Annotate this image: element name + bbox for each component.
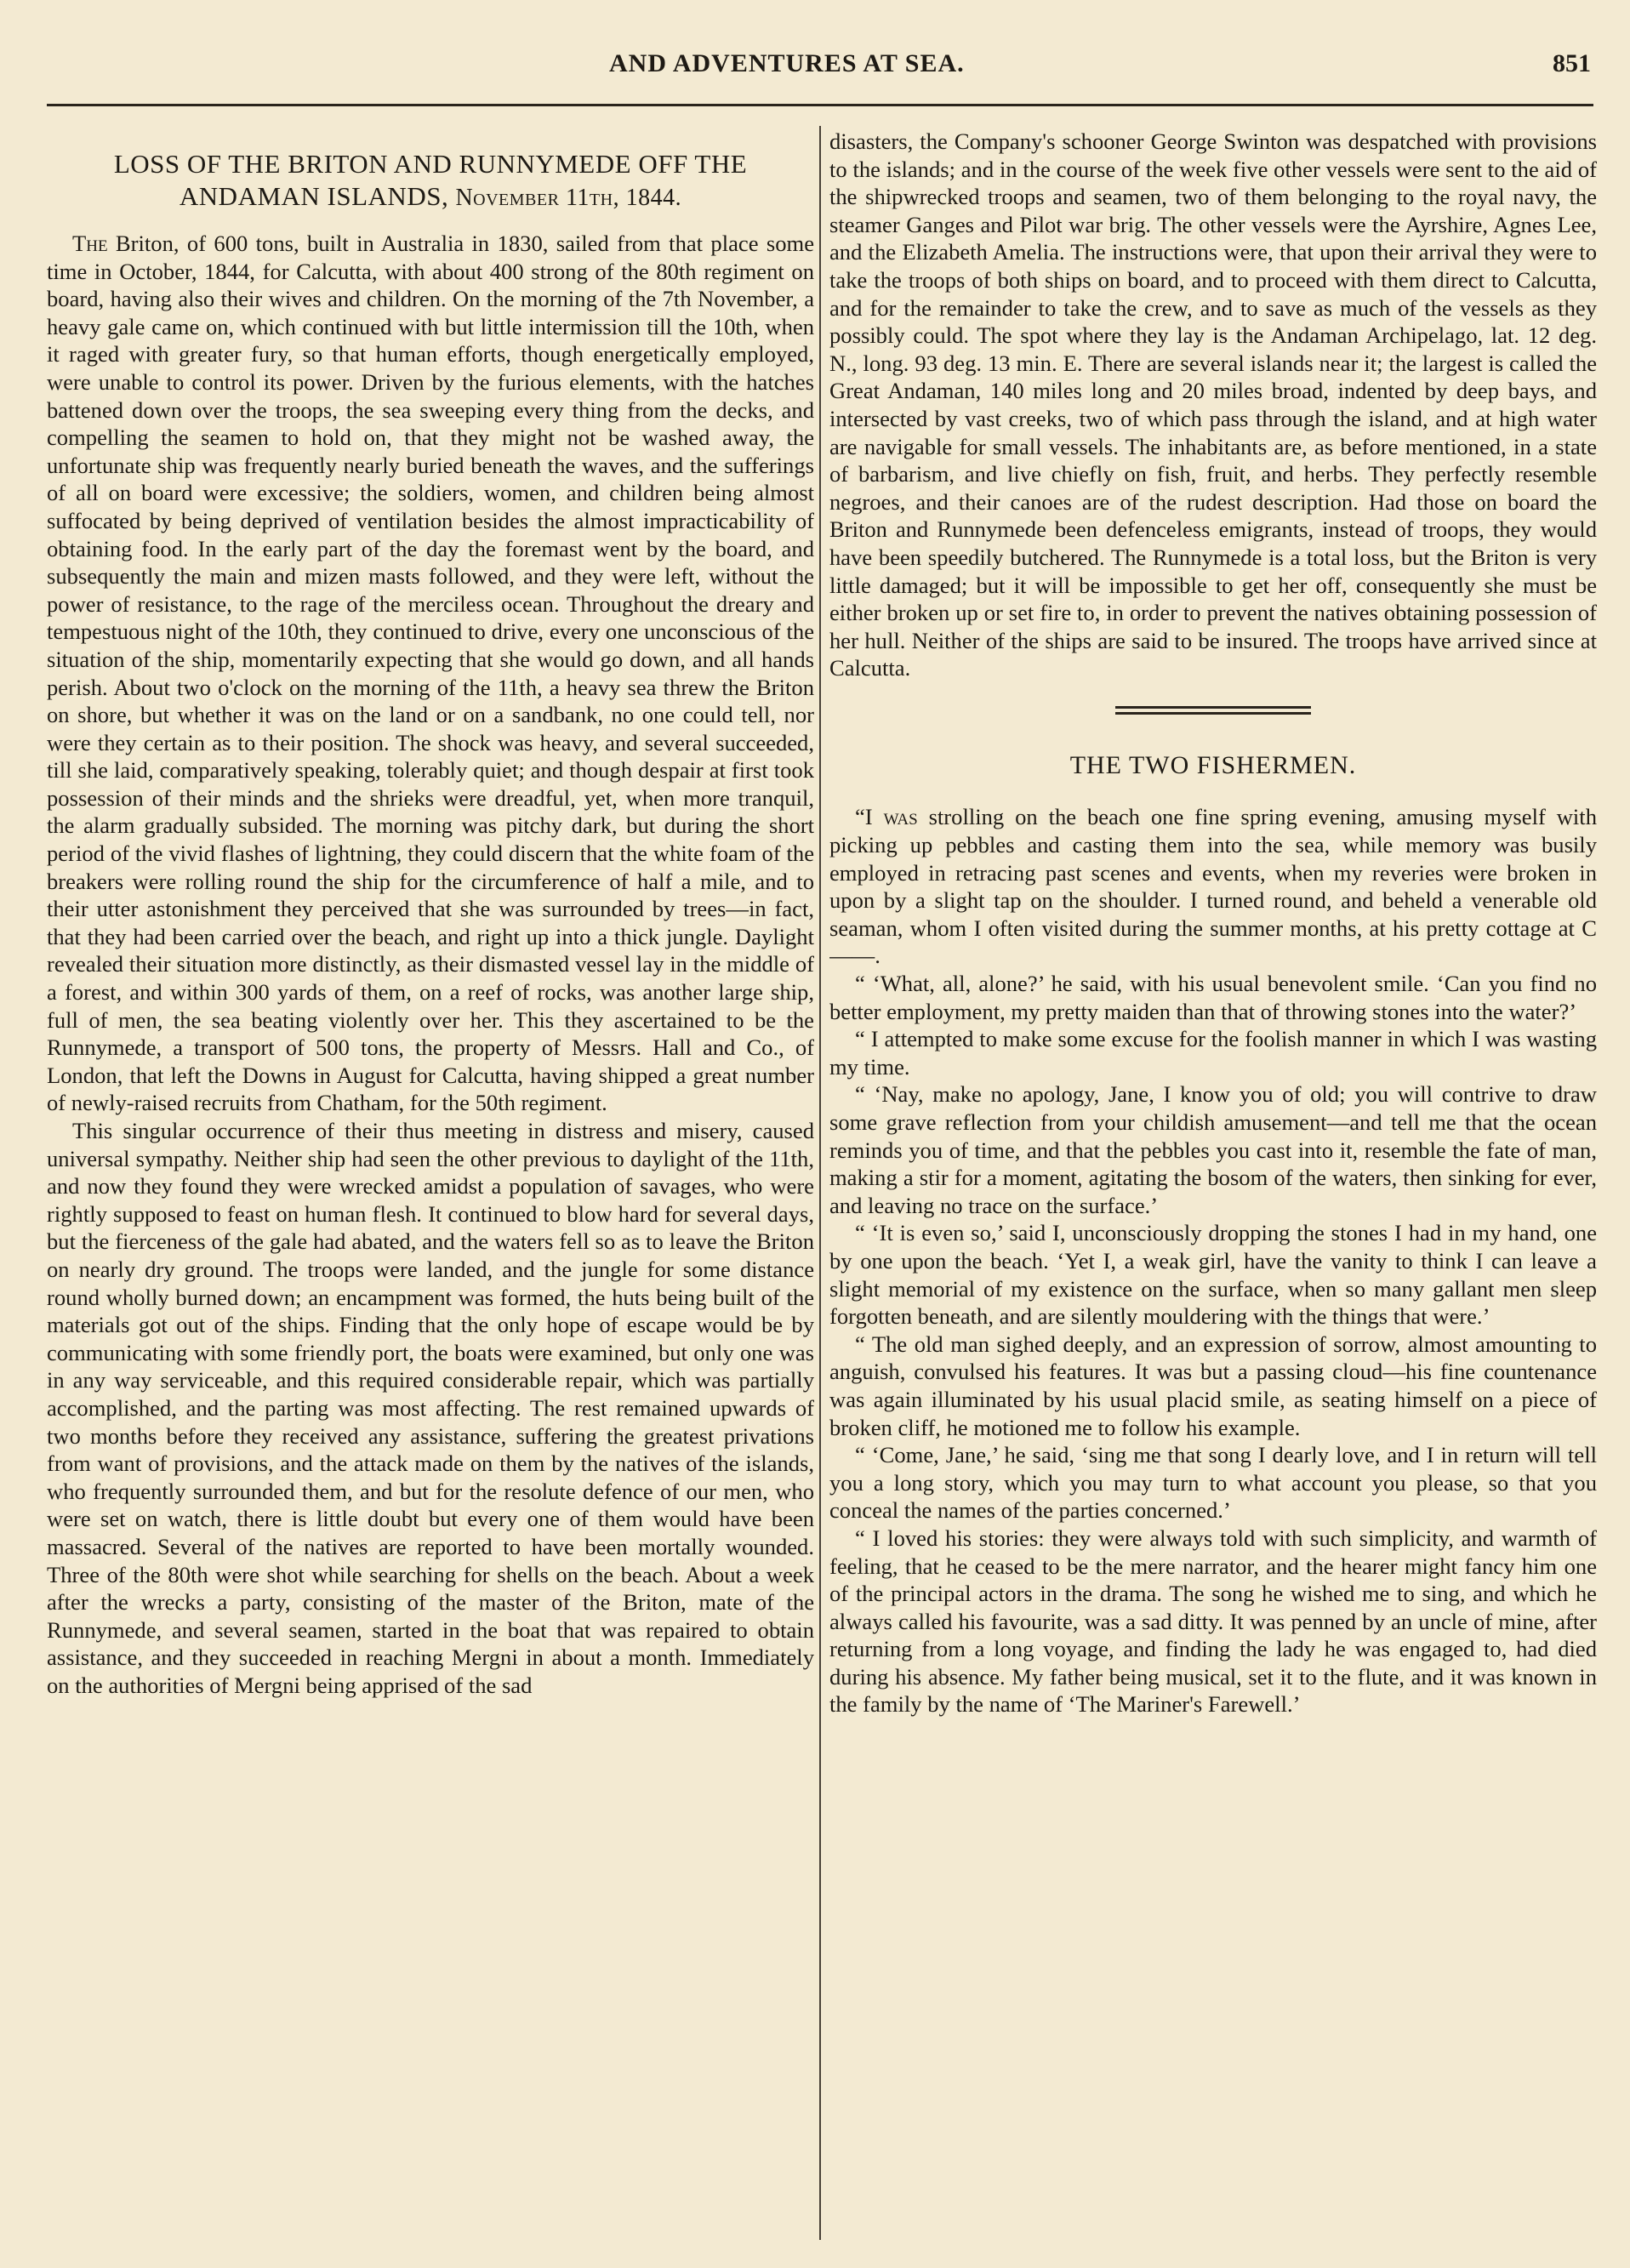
article-paragraph: “ The old man sighed deeply, and an expression of sorrow, almost amounting to anguish, convulsed his features. It was but a passing cloud—his fine countenance was again illuminated by his usual placid smile, as seating himself on a piece of broken cliff, he motioned me to follow his example.: [829, 1331, 1597, 1440]
paragraph-text: Briton, of 600 tons, built in Australia in 1830, sailed from that place some time in October, 1844, for Calcutta, with about 400 strong of the 80th regiment on board, having also their wives and children. On the morning of the 7th November, a heavy gale came on, which continued with but little intermission till the 10th, when it raged with greater fury, so that human efforts, though energetically employed, were unable to control its power. Driven by the furious elements, with the hatches battened down over the troops, the sea sweeping every thing from the decks, and compelling the seamen to hold on, that they might not be washed away, the unfortunate ship was frequently nearly buried beneath the waves, and the sufferings of all on board were excessive; the soldiers, women, and children being almost suffocated by being deprived of ventilation besides the almost impracticability of obtaining food. In the early part of the day the foremast went by the board, and subsequently the main and mizen masts followed, and they were left, without the power of resistance, to the rage of the merciless ocean. Throughout the dreary and tempestuous night of the 10th, they continued to drive, every one unconscious of the situation of the ship, momentarily expecting that she would go down, and all hands perish. About two o'clock on the morning of the 11th, a heavy sea threw the Briton on shore, but whether it was on the land or on a sandbank, no one could tell, nor were they certain as to their position. The shock was heavy, and several succeeded, till she laid, comparatively speaking, tolerably quiet; and though despair at first took possession of their minds and the shrieks were dreadful, yet, when more tranquil, the alarm gradually subsided. The morning was pitchy dark, but during the short period of the vivid flashes of lightning, they could discern that the white foam of the breakers were rolling round the ship for the circumference of half a mile, and to their utter astonishment they perceived that she was surrounded by trees—in fact, that they had been carried over the beach, and right up into a thick jungle. Daylight revealed their situation more distinctly, as their dismasted vessel lay in the middle of a forest, and within 300 yards of them, on a reef of rocks, was another large ship, full of men, the sea beating violently over her. This they ascertained to be the Runnymede, a transport of 500 tons, the property of Messrs. Hall and Co., of London, that left the Downs in August for Calcutta, having shipped a great number of newly-raised recruits from Chatham, for the 50th regiment.: [47, 231, 814, 1116]
article-title-text: LOSS OF THE BRITON AND RUNNYMEDE OFF THE ANDAMAN ISLANDS,: [113, 149, 748, 211]
article-paragraph-continued: disasters, the Company's schooner George Swinton was despatched with provisions to the islands; and in the course of the week five other vessels were sent to the aid of the shipwrecked troops and seamen, two of them belonging to the royal navy, the steamer Ganges and Pilot war brig. The other vessels were the Ayrshire, Agnes Lee, and the Elizabeth Amelia. The instructions were, that upon their arrival they were to take the troops of both ships on board, and to proceed with them direct to Calcutta, and for the remainder to take the crew, and to save as much of the vessels as they possibly could. The spot where they lay is the Andaman Archipelago, lat. 12 deg. N., long. 93 deg. 13 min. E. There are several islands near it; the largest is called the Great Andaman, 140 miles long and 20 miles broad, indented by deep bays, and intersected by vast creeks, two of which pass through the island, and at high water are navigable for small vessels. The inhabitants are, as before mentioned, in a state of barbarism, and live chiefly on fish, fruit, and herbs. They perfectly resemble negroes, and their canoes are of the rudest description. Had those on board the Briton and Runnymede been defenceless emigrants, instead of troops, they would have been speedily butchered. The Runnymede is a total loss, but the Briton is very little damaged; but it will be impossible to get her off, consequently she must be either broken up or set fire to, in order to prevent the natives obtaining possession of her hull. Neither of the ships are said to be insured. The troops have arrived since at Calcutta.: [829, 128, 1597, 681]
column-divider: [819, 126, 821, 2240]
article-paragraph: [829, 803, 1597, 970]
article-paragraph: “ ‘What, all, alone?’ he said, with his usual benevolent smile. ‘Can you find no better employment, my pretty maiden than that of throwing stones into the water?’: [829, 971, 1597, 1024]
lead-word: The: [72, 231, 108, 256]
left-column: [47, 126, 814, 2253]
article-title-briton: [47, 148, 814, 214]
article-paragraph: This singular occurrence of their thus meeting in distress and misery, caused universal sympathy. Neither ship had seen the other previous to daylight of the 11th, and now they found they were wrecked amidst a population of savages, who were rightly supposed to feast on human flesh. It continued to blow hard for several days, but the fierceness of the gale had abated, and the waters fell so as to leave the Briton on nearly dry ground. The troops were landed, and the jungle for some distance round wholly burned down; an encampment was formed, the huts being built of the materials got out of the ships. Finding that the only hope of escape would be by communicating with some friendly port, the boats were examined, but only one was in any way serviceable, and this required considerable repair, which was partially accomplished, and the parting was most affecting. The rest remained upwards of two months before they received any assistance, suffering the greatest privations from want of provisions, and the attack made on them by the natives of the islands, who frequently surrounded them, and but for the resolute defence of our men, who were set on watch, there is little doubt but every one of them would have been massacred. Several of the natives are reported to have been mortally wounded. Three of the 80th were shot while searching for shells on the beach. About a week after the wrecks a party, consisting of the master of the Briton, mate of the Runnymede, and several seamen, started in the boat that was repaired to obtain assistance, and they succeeded in reaching Mergni in about a month. Immediately on the authorities of Mergni being apprised of the sad: [47, 1118, 814, 1698]
article-paragraph: “ ‘It is even so,’ said I, unconsciously dropping the stones I had in my hand, one by one upon the beach. ‘Yet I, a weak girl, have the vanity to think I can leave a slight memorial of my existence on the surface, when so many gallant men sleep forgotten beneath, and are silently mouldering with the things that were.’: [829, 1220, 1597, 1330]
lead-open: “I: [855, 804, 873, 830]
article-title-fishermen: THE TWO FISHERMEN.: [1069, 750, 1357, 779]
article-paragraph: “ I loved his stories: they were always told with such simplicity, and warmth of feeling, that he ceased to be the mere narrator, and the hearer might fancy him one of the principal actors in the drama. The song he wished me to sing, and which he always called his favourite, was a sad ditty. It was penned by an uncle of mine, after returning from a long voyage, and finding the lady he was engaged to, had died during his absence. My father being musical, set it to the flute, and it was known in the family by the name of ‘The Mariner's Farewell.’: [829, 1524, 1597, 1718]
article-paragraph: [47, 230, 814, 1117]
right-column: [829, 128, 1597, 2254]
section-separator: [1115, 706, 1311, 715]
running-title: AND ADVENTURES AT SEA.: [609, 49, 965, 77]
paragraph-text: strolling on the beach one fine spring evening, amusing myself with picking up pebbles and casting them into the sea, while memory was busily employed in retracing past scenes and events, when my reveries were broken in upon by a slight tap on the shoulder. I turned round, and beheld a venerable old seaman, whom I often visited during the summer months, at his pretty cottage at C——.: [829, 804, 1597, 969]
lead-word: was: [883, 804, 918, 830]
article-date: November 11th, 1844.: [455, 185, 682, 211]
article-paragraph: “ I attempted to make some excuse for the foolish manner in which I was wasting my time.: [829, 1026, 1597, 1080]
page-number: 851: [1553, 49, 1591, 77]
running-head: [596, 49, 1608, 92]
article-paragraph: “ ‘Come, Jane,’ he said, ‘sing me that song I dearly love, and I in return will tell you a long story, which you may turn to what account you please, so that you conceal the names of the parties concerned.’: [829, 1442, 1597, 1524]
header-rule: [47, 104, 1593, 106]
article-paragraph: “ ‘Nay, make no apology, Jane, I know you of old; you will contrive to draw some grave reflection from your childish amusement—and tell me that the ocean reminds you of time, and that the pebbles you cast into it, resemble the fate of man, making a stir for a moment, agitating the bosom of the waters, then sinking for ever, and leaving no trace on the surface.’: [829, 1081, 1597, 1218]
